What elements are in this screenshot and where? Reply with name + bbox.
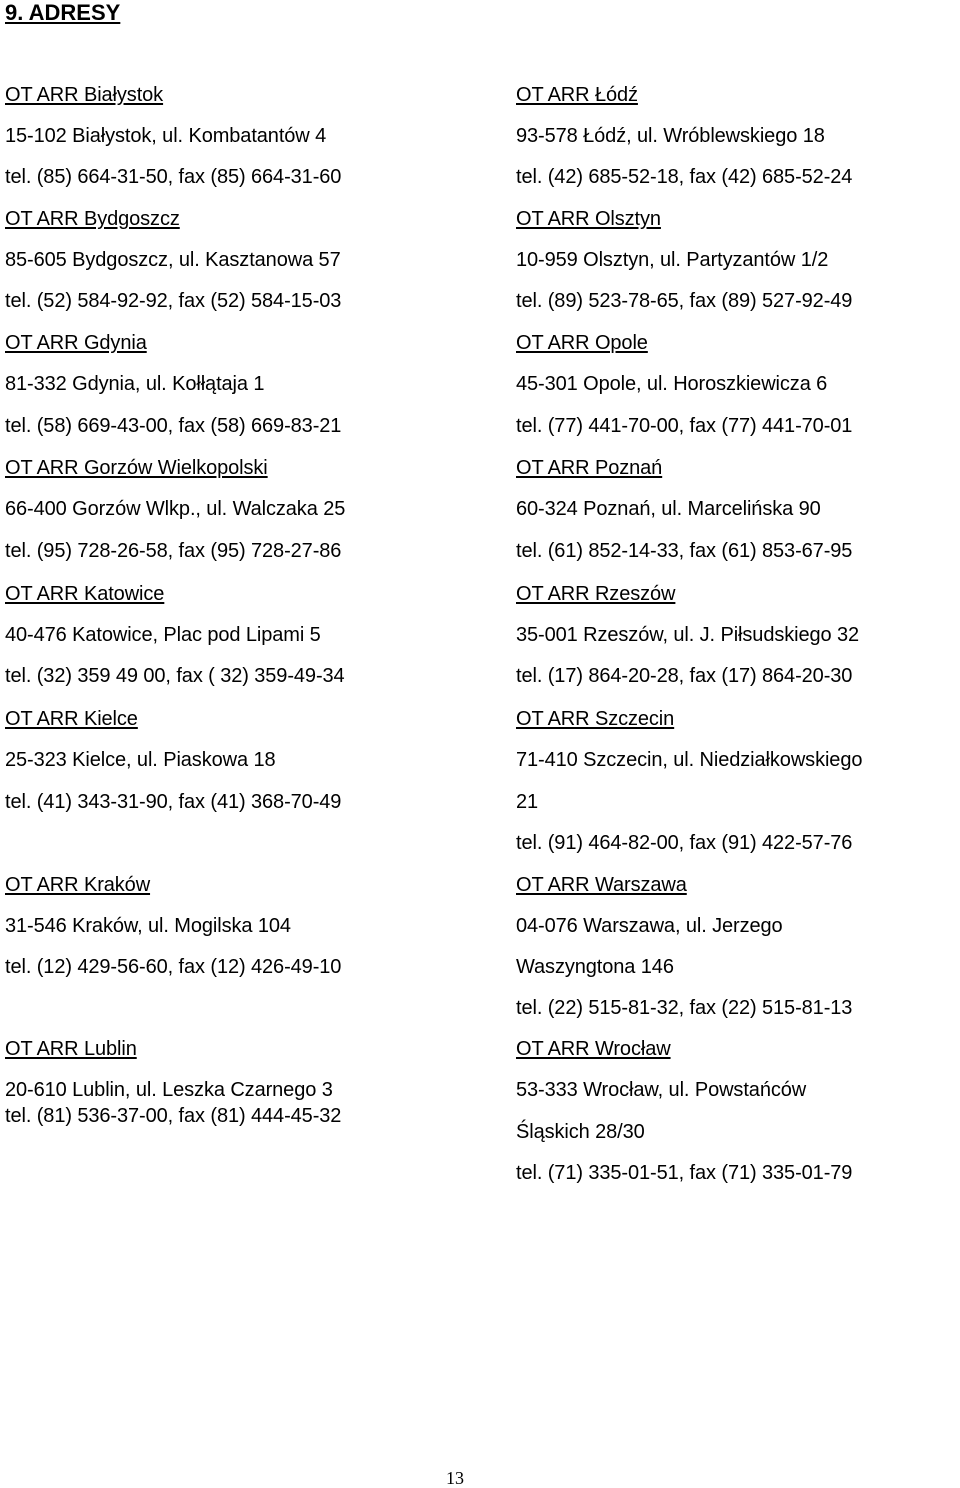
office-address: 45-301 Opole, ul. Horoszkiewicza 6 <box>516 373 828 395</box>
office-address: 21 <box>516 791 539 813</box>
office-address: Waszyngtona 146 <box>516 956 674 978</box>
office-name: OT ARR Lublin <box>5 1038 137 1060</box>
office-name: OT ARR Bydgoszcz <box>5 208 180 230</box>
office-address: Śląskich 28/30 <box>516 1121 645 1143</box>
office-address: 85-605 Bydgoszcz, ul. Kasztanowa 57 <box>5 249 341 271</box>
office-name: OT ARR Poznań <box>516 457 663 479</box>
office-contact: tel. (58) 669-43-00, fax (58) 669-83-21 <box>5 415 342 437</box>
office-name: OT ARR Opole <box>516 332 648 354</box>
office-contact: tel. (22) 515-81-32, fax (22) 515-81-13 <box>516 997 853 1019</box>
office-name: OT ARR Katowice <box>5 583 165 605</box>
office-contact: tel. (81) 536-37-00, fax (81) 444-45-32 <box>5 1105 342 1127</box>
office-address: 15-102 Białystok, ul. Kombatantów 4 <box>5 125 327 147</box>
office-contact: tel. (12) 429-56-60, fax (12) 426-49-10 <box>5 956 342 978</box>
office-address: 71-410 Szczecin, ul. Niedziałkowskiego <box>516 749 863 771</box>
office-contact: tel. (91) 464-82-00, fax (91) 422-57-76 <box>516 832 853 854</box>
office-name: OT ARR Gorzów Wielkopolski <box>5 457 268 479</box>
office-contact: tel. (61) 852-14-33, fax (61) 853-67-95 <box>516 540 853 562</box>
office-address: 31-546 Kraków, ul. Mogilska 104 <box>5 915 291 937</box>
office-address: 25-323 Kielce, ul. Piaskowa 18 <box>5 749 276 771</box>
office-address: 10-959 Olsztyn, ul. Partyzantów 1/2 <box>516 249 829 271</box>
office-contact: tel. (77) 441-70-00, fax (77) 441-70-01 <box>516 415 853 437</box>
office-contact: tel. (89) 523-78-65, fax (89) 527-92-49 <box>516 290 853 312</box>
office-name: OT ARR Gdynia <box>5 332 147 354</box>
page-number: 13 <box>446 1468 464 1488</box>
office-address: 53-333 Wrocław, ul. Powstańców <box>516 1079 807 1101</box>
office-address: 04-076 Warszawa, ul. Jerzego <box>516 915 783 937</box>
office-contact: tel. (71) 335-01-51, fax (71) 335-01-79 <box>516 1162 853 1184</box>
office-address: 81-332 Gdynia, ul. Kołłątaja 1 <box>5 373 265 395</box>
office-address: 66-400 Gorzów Wlkp., ul. Walczaka 25 <box>5 498 346 520</box>
office-contact: tel. (32) 359 49 00, fax ( 32) 359-49-34 <box>5 665 345 687</box>
office-name: OT ARR Kraków <box>5 874 151 896</box>
office-name: OT ARR Szczecin <box>516 708 675 730</box>
office-contact: tel. (17) 864-20-28, fax (17) 864-20-30 <box>516 665 853 687</box>
office-contact: tel. (42) 685-52-18, fax (42) 685-52-24 <box>516 166 853 188</box>
office-contact: tel. (41) 343-31-90, fax (41) 368-70-49 <box>5 791 342 813</box>
office-address: 40-476 Katowice, Plac pod Lipami 5 <box>5 624 321 646</box>
office-contact: tel. (52) 584-92-92, fax (52) 584-15-03 <box>5 290 342 312</box>
office-name: OT ARR Warszawa <box>516 874 687 896</box>
office-address: 20-610 Lublin, ul. Leszka Czarnego 3 <box>5 1079 333 1101</box>
office-contact: tel. (95) 728-26-58, fax (95) 728-27-86 <box>5 540 342 562</box>
office-address: 93-578 Łódź, ul. Wróblewskiego 18 <box>516 125 825 147</box>
office-name: OT ARR Łódź <box>516 84 638 106</box>
office-name: OT ARR Wrocław <box>516 1038 671 1060</box>
office-address: 35-001 Rzeszów, ul. J. Piłsudskiego 32 <box>516 624 860 646</box>
office-address: 60-324 Poznań, ul. Marcelińska 90 <box>516 498 821 520</box>
office-name: OT ARR Olsztyn <box>516 208 661 230</box>
office-contact: tel. (85) 664-31-50, fax (85) 664-31-60 <box>5 166 342 188</box>
office-name: OT ARR Rzeszów <box>516 583 676 605</box>
office-name: OT ARR Kielce <box>5 708 138 730</box>
office-name: OT ARR Białystok <box>5 84 164 106</box>
page-title: 9. ADRESY <box>5 0 121 25</box>
